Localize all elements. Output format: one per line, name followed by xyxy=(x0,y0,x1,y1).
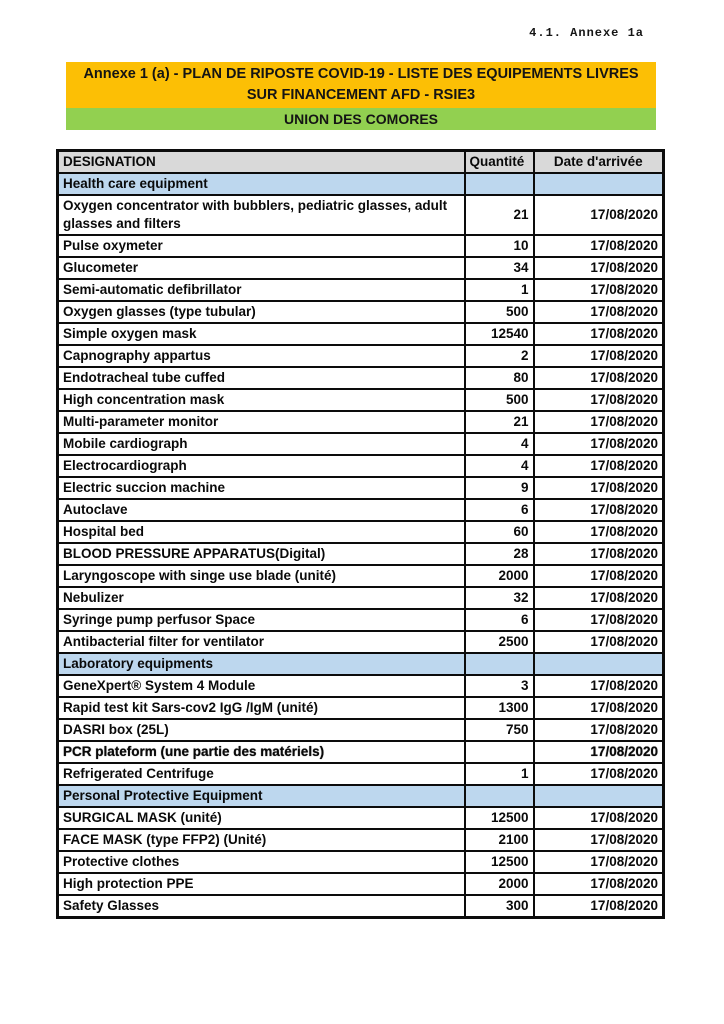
quantity-cell: 4 xyxy=(465,433,534,455)
quantity-cell: 6 xyxy=(465,499,534,521)
table-row xyxy=(58,301,664,323)
quantity-cell: 21 xyxy=(465,195,534,235)
quantity-cell: 28 xyxy=(465,543,534,565)
date-cell: 17/08/2020 xyxy=(534,807,664,829)
date-cell: 17/08/2020 xyxy=(534,499,664,521)
designation-cell: Electric succion machine xyxy=(58,477,465,499)
quantity-cell: 1300 xyxy=(465,697,534,719)
date-cell: 17/08/2020 xyxy=(534,433,664,455)
table-row xyxy=(58,631,664,653)
table-row xyxy=(58,675,664,697)
designation-cell: DASRI box (25L) xyxy=(58,719,465,741)
designation-cell: Syringe pump perfusor Space xyxy=(58,609,465,631)
quantity-cell: 1 xyxy=(465,279,534,301)
designation-cell: High concentration mask xyxy=(58,389,465,411)
date-cell: 17/08/2020 xyxy=(534,301,664,323)
quantity-cell: 2 xyxy=(465,345,534,367)
table-row xyxy=(58,741,664,763)
designation-cell: GeneXpert® System 4 Module xyxy=(58,675,465,697)
table-row xyxy=(58,851,664,873)
designation-cell: Oxygen concentrator with bubblers, pediatric glasses, adult glasses and filters xyxy=(58,195,465,235)
designation-cell: Health care equipment xyxy=(58,173,465,195)
table-row xyxy=(58,587,664,609)
table-row xyxy=(58,499,664,521)
date-cell: 17/08/2020 xyxy=(534,411,664,433)
column-header-quantity: Quantité xyxy=(465,151,534,174)
quantity-cell: 500 xyxy=(465,301,534,323)
equipment-table xyxy=(56,149,665,919)
table-row xyxy=(58,323,664,345)
table-header-row xyxy=(58,151,664,174)
quantity-cell: 80 xyxy=(465,367,534,389)
quantity-cell: 500 xyxy=(465,389,534,411)
date-cell: 17/08/2020 xyxy=(534,455,664,477)
section-row xyxy=(58,785,664,807)
date-cell: 17/08/2020 xyxy=(534,697,664,719)
date-cell: 17/08/2020 xyxy=(534,543,664,565)
banner-subtitle: UNION DES COMORES xyxy=(66,108,656,130)
column-header-date: Date d'arrivée xyxy=(534,151,664,174)
designation-cell: High protection PPE xyxy=(58,873,465,895)
date-cell: 17/08/2020 xyxy=(534,345,664,367)
table-row xyxy=(58,455,664,477)
table-row xyxy=(58,521,664,543)
table-row xyxy=(58,279,664,301)
quantity-cell: 21 xyxy=(465,411,534,433)
designation-cell: Semi-automatic defibrillator xyxy=(58,279,465,301)
quantity-cell: 300 xyxy=(465,895,534,918)
table-row xyxy=(58,477,664,499)
designation-cell: PCR plateform (une partie des matériels) xyxy=(58,741,465,763)
page-annotation: 4.1. Annexe 1a xyxy=(529,26,644,40)
table-row xyxy=(58,697,664,719)
designation-cell: Pulse oxymeter xyxy=(58,235,465,257)
table-row xyxy=(58,543,664,565)
quantity-cell: 2500 xyxy=(465,631,534,653)
quantity-cell: 12500 xyxy=(465,807,534,829)
table-row xyxy=(58,389,664,411)
quantity-cell: 2100 xyxy=(465,829,534,851)
date-cell: 17/08/2020 xyxy=(534,609,664,631)
table-row xyxy=(58,411,664,433)
quantity-cell: 6 xyxy=(465,609,534,631)
date-cell: 17/08/2020 xyxy=(534,741,664,763)
section-row xyxy=(58,653,664,675)
table-row xyxy=(58,195,664,235)
table-row xyxy=(58,807,664,829)
quantity-cell xyxy=(465,173,534,195)
date-cell: 17/08/2020 xyxy=(534,195,664,235)
date-cell: 17/08/2020 xyxy=(534,851,664,873)
date-cell: 17/08/2020 xyxy=(534,587,664,609)
designation-cell: Refrigerated Centrifuge xyxy=(58,763,465,785)
date-cell: 17/08/2020 xyxy=(534,367,664,389)
date-cell: 17/08/2020 xyxy=(534,323,664,345)
date-cell: 17/08/2020 xyxy=(534,257,664,279)
quantity-cell xyxy=(465,653,534,675)
date-cell xyxy=(534,653,664,675)
quantity-cell: 12540 xyxy=(465,323,534,345)
table-row xyxy=(58,257,664,279)
date-cell: 17/08/2020 xyxy=(534,675,664,697)
quantity-cell: 10 xyxy=(465,235,534,257)
equipment-table-body xyxy=(58,173,664,918)
banner-title: Annexe 1 (a) - PLAN DE RIPOSTE COVID-19 - LISTE DES EQUIPEMENTS LIVRES SUR FINANCEMENT AFD - RSIE3 xyxy=(66,62,656,108)
quantity-cell xyxy=(465,741,534,763)
quantity-cell: 4 xyxy=(465,455,534,477)
date-cell: 17/08/2020 xyxy=(534,521,664,543)
table-row xyxy=(58,235,664,257)
date-cell: 17/08/2020 xyxy=(534,477,664,499)
designation-cell: Glucometer xyxy=(58,257,465,279)
designation-cell: Laryngoscope with singe use blade (unité) xyxy=(58,565,465,587)
designation-cell: Nebulizer xyxy=(58,587,465,609)
designation-cell: Capnography appartus xyxy=(58,345,465,367)
designation-cell: Multi-parameter monitor xyxy=(58,411,465,433)
designation-cell: Laboratory equipments xyxy=(58,653,465,675)
table-row xyxy=(58,345,664,367)
designation-cell: Personal Protective Equipment xyxy=(58,785,465,807)
table-row xyxy=(58,367,664,389)
designation-cell: Simple oxygen mask xyxy=(58,323,465,345)
date-cell: 17/08/2020 xyxy=(534,565,664,587)
document-banner xyxy=(66,62,656,130)
designation-cell: Rapid test kit Sars-cov2 IgG /IgM (unité) xyxy=(58,697,465,719)
designation-cell: Oxygen glasses (type tubular) xyxy=(58,301,465,323)
designation-cell: Electrocardiograph xyxy=(58,455,465,477)
designation-cell: SURGICAL MASK (unité) xyxy=(58,807,465,829)
designation-cell: Antibacterial filter for ventilator xyxy=(58,631,465,653)
table-row xyxy=(58,873,664,895)
section-row xyxy=(58,173,664,195)
designation-cell: Autoclave xyxy=(58,499,465,521)
table-row xyxy=(58,433,664,455)
date-cell: 17/08/2020 xyxy=(534,829,664,851)
quantity-cell xyxy=(465,785,534,807)
quantity-cell: 750 xyxy=(465,719,534,741)
table-row xyxy=(58,719,664,741)
equipment-table-grid xyxy=(56,149,665,919)
table-row xyxy=(58,895,664,918)
date-cell: 17/08/2020 xyxy=(534,873,664,895)
designation-cell: Protective clothes xyxy=(58,851,465,873)
quantity-cell: 2000 xyxy=(465,565,534,587)
quantity-cell: 1 xyxy=(465,763,534,785)
column-header-designation: DESIGNATION xyxy=(58,151,465,174)
date-cell: 17/08/2020 xyxy=(534,279,664,301)
quantity-cell: 60 xyxy=(465,521,534,543)
designation-cell: Hospital bed xyxy=(58,521,465,543)
date-cell: 17/08/2020 xyxy=(534,631,664,653)
quantity-cell: 32 xyxy=(465,587,534,609)
designation-cell: FACE MASK (type FFP2) (Unité) xyxy=(58,829,465,851)
table-row xyxy=(58,609,664,631)
designation-cell: BLOOD PRESSURE APPARATUS(Digital) xyxy=(58,543,465,565)
date-cell: 17/08/2020 xyxy=(534,719,664,741)
date-cell: 17/08/2020 xyxy=(534,235,664,257)
quantity-cell: 2000 xyxy=(465,873,534,895)
date-cell: 17/08/2020 xyxy=(534,895,664,918)
date-cell xyxy=(534,785,664,807)
quantity-cell: 3 xyxy=(465,675,534,697)
designation-cell: Safety Glasses xyxy=(58,895,465,918)
table-row xyxy=(58,829,664,851)
date-cell: 17/08/2020 xyxy=(534,763,664,785)
quantity-cell: 12500 xyxy=(465,851,534,873)
table-row xyxy=(58,565,664,587)
table-row xyxy=(58,763,664,785)
designation-cell: Mobile cardiograph xyxy=(58,433,465,455)
date-cell xyxy=(534,173,664,195)
quantity-cell: 9 xyxy=(465,477,534,499)
designation-cell: Endotracheal tube cuffed xyxy=(58,367,465,389)
date-cell: 17/08/2020 xyxy=(534,389,664,411)
quantity-cell: 34 xyxy=(465,257,534,279)
